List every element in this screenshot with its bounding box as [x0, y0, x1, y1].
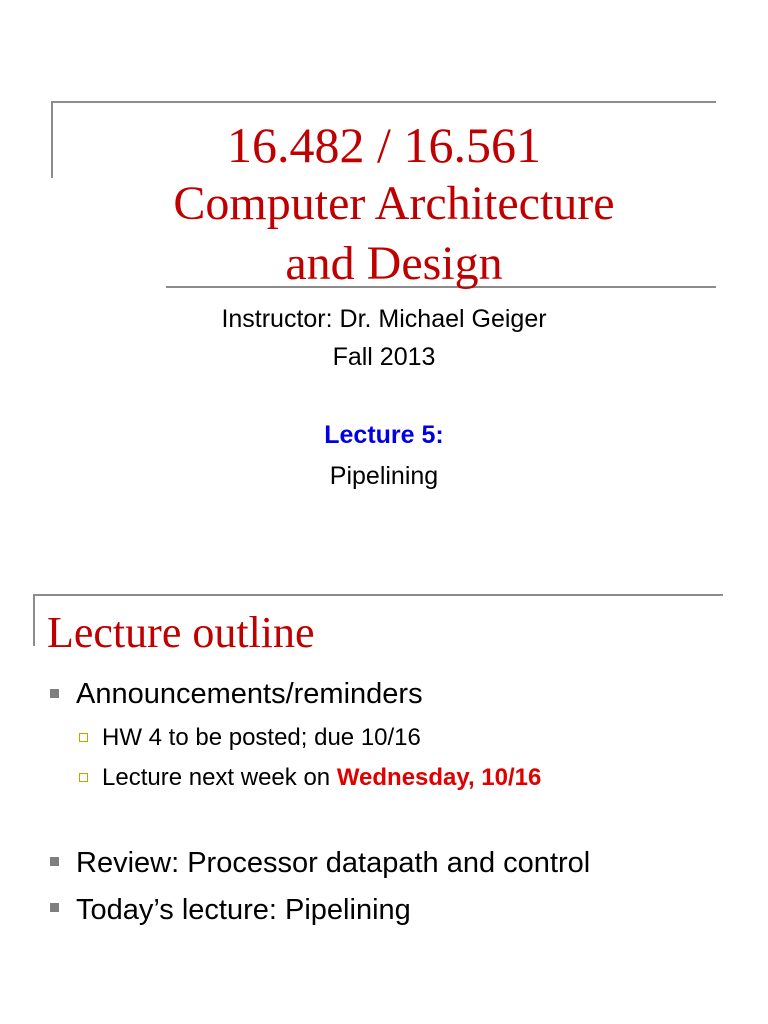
square-bullet-icon [50, 903, 59, 912]
outline-bullet-1: Announcements/reminders [76, 678, 423, 710]
square-bullet-icon [50, 689, 59, 698]
lecture-number: Lecture 5: [324, 421, 444, 449]
outline-bullet-2: Review: Processor datapath and control [76, 847, 591, 879]
course-title-line2: and Design [285, 237, 503, 290]
square-bullet-icon [50, 857, 59, 866]
outline-frame-top-rule [33, 594, 723, 596]
outline-subbullet-2 [102, 764, 541, 792]
course-title-line1: Computer Architecture [173, 177, 615, 230]
course-code: 16.482 / 16.561 [227, 117, 541, 173]
outline-subbullet-1: HW 4 to be posted; due 10/16 [102, 724, 421, 751]
outline-bullet-3: Today’s lecture: Pipelining [76, 894, 411, 926]
subbullet-2-emphasis: Wednesday, 10/16 [336, 764, 542, 791]
title-frame-top-rule [51, 101, 716, 103]
instructor-line: Instructor: Dr. Michael Geiger [221, 305, 547, 333]
subbullet-2-text: Lecture next week on [102, 764, 337, 791]
term-line: Fall 2013 [332, 343, 436, 371]
lecture-topic: Pipelining [329, 462, 439, 490]
hollow-square-bullet-icon [79, 733, 88, 742]
outline-frame-left-rule [33, 594, 35, 646]
hollow-square-bullet-icon [79, 773, 88, 782]
outline-heading: Lecture outline [47, 608, 315, 657]
